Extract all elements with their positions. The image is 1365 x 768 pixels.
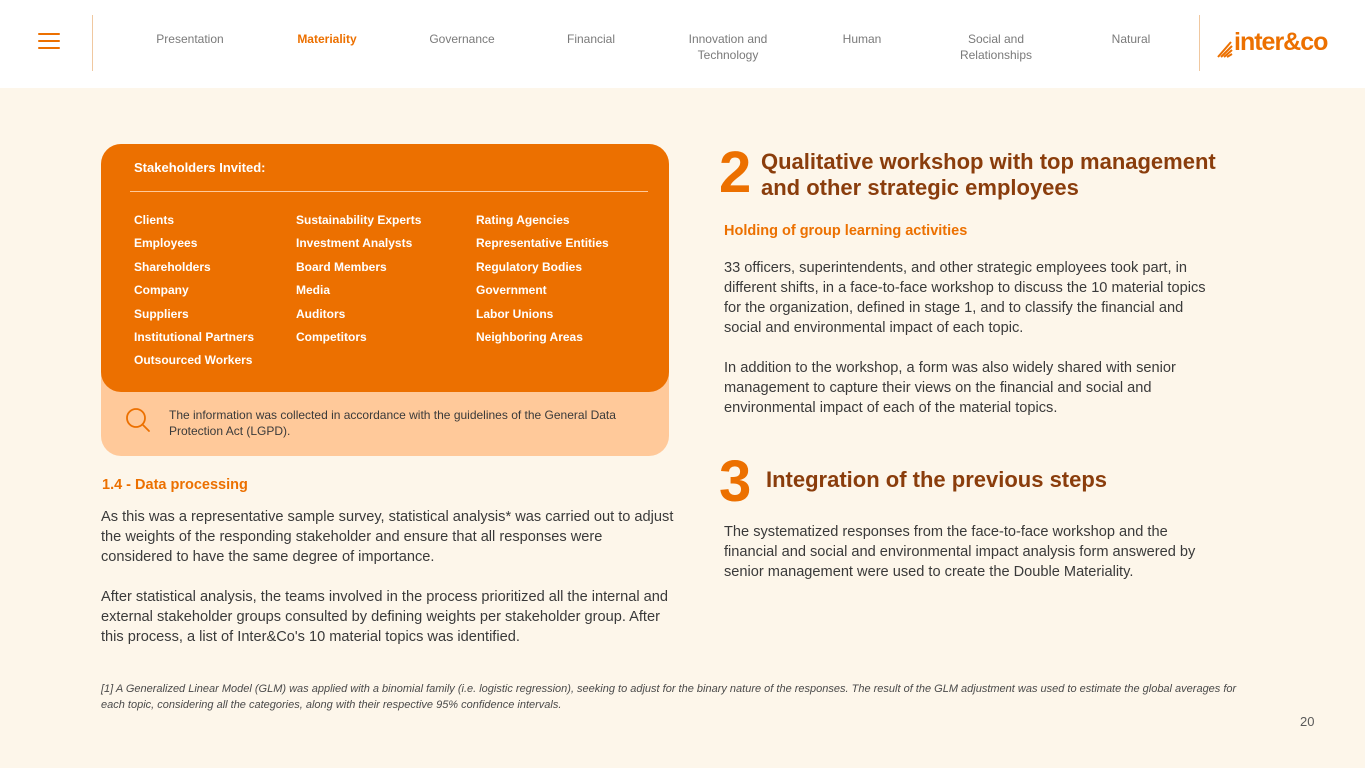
section-2-subheading: Holding of group learning activities bbox=[724, 223, 968, 239]
stakeholder-item: Auditors bbox=[296, 306, 346, 321]
stakeholder-item: Regulatory Bodies bbox=[476, 259, 583, 274]
logo-sun-icon bbox=[1217, 38, 1233, 58]
stakeholders-divider bbox=[130, 191, 648, 192]
data-processing-heading: 1.4 - Data processing bbox=[102, 477, 248, 493]
hamburger-menu-icon[interactable] bbox=[38, 32, 60, 50]
stakeholder-item: Rating Agencies bbox=[476, 213, 570, 227]
nav-divider-left bbox=[92, 15, 93, 71]
paragraph: As this was a representative sample survey, statistical analysis* was carried out to adjust the weights of the responding stakeholder and ensure that all responses were considered to have the same degree of importance. bbox=[101, 509, 674, 565]
stakeholders-column-3 bbox=[476, 213, 609, 353]
stakeholder-item: Clients bbox=[134, 213, 175, 227]
section-3-title: Integration of the previous steps bbox=[766, 467, 1108, 492]
stakeholder-item: Company bbox=[134, 283, 189, 298]
stakeholder-item: Outsourced Workers bbox=[134, 353, 253, 368]
inter-and-co-logo[interactable] bbox=[1217, 28, 1341, 60]
stakeholder-item: Representative Entities bbox=[476, 236, 609, 251]
stakeholder-item: Employees bbox=[134, 236, 198, 251]
nav-tab-natural[interactable]: Natural bbox=[1111, 32, 1151, 46]
nav-tab-financial[interactable]: Financial bbox=[566, 32, 616, 46]
stakeholder-item: Competitors bbox=[296, 329, 367, 344]
stakeholder-item: Shareholders bbox=[134, 259, 211, 274]
section-3-text bbox=[724, 522, 1224, 582]
stakeholder-item: Institutional Partners bbox=[134, 329, 255, 344]
logo-wordmark: inter&co bbox=[1234, 28, 1328, 56]
stakeholder-item: Sustainability Experts bbox=[296, 213, 422, 227]
nav-divider-right bbox=[1199, 15, 1200, 71]
section-2-number: 2 bbox=[719, 140, 752, 205]
stakeholder-item: Investment Analysts bbox=[296, 236, 413, 251]
stakeholder-item: Media bbox=[296, 283, 331, 298]
paragraph: The systematized responses from the face-to-face workshop and the financial and social and environmental impact analysis form answered by senior management were used to create the Double Materiality. bbox=[724, 524, 1196, 580]
nav-tab-innovation-and-technology[interactable]: Innovation and Technology bbox=[688, 32, 768, 62]
paragraph: 33 officers, superintendents, and other strategic employees took part, in different shifts, in a face-to-face workshop to discuss the 10 material topics for the organization, defined in stage 1, and to classify the financial and social and environmental impact of each topic. bbox=[724, 260, 1206, 336]
stakeholder-item: Government bbox=[476, 283, 547, 298]
top-navigation-bar bbox=[0, 0, 1365, 88]
data-processing-text bbox=[101, 507, 676, 647]
nav-tab-social-and-relationships[interactable]: Social and Relationships bbox=[959, 32, 1033, 62]
stakeholders-title: Stakeholders Invited: bbox=[134, 160, 266, 175]
nav-tab-materiality[interactable]: Materiality bbox=[297, 32, 357, 46]
stakeholder-item: Suppliers bbox=[134, 306, 189, 321]
magnifier-icon bbox=[124, 407, 152, 435]
nav-tab-human[interactable]: Human bbox=[842, 32, 882, 46]
page-number: 20 bbox=[1300, 714, 1315, 729]
nav-tab-governance[interactable]: Governance bbox=[429, 32, 495, 46]
stakeholder-item: Board Members bbox=[296, 259, 387, 274]
paragraph: After statistical analysis, the teams involved in the process prioritized all the internal and external stakeholder groups consulted by defining weights per stakeholder group. After this process, a list of Inter&Co's 10 material topics was identified. bbox=[101, 589, 669, 645]
lgpd-note: The information was collected in accordance with the guidelines of the General Data Protection Act (LGPD). bbox=[169, 408, 616, 438]
stakeholders-column-2 bbox=[296, 213, 421, 353]
stakeholder-item: Neighboring Areas bbox=[476, 329, 583, 344]
section-2-title: Qualitative workshop with top management and other strategic employees bbox=[761, 149, 1216, 200]
section-2-text bbox=[724, 258, 1214, 418]
section-3-number: 3 bbox=[719, 449, 752, 514]
paragraph: In addition to the workshop, a form was also widely shared with senior management to capture their views on the financial and social and environmental impact of each of the material topics. bbox=[724, 360, 1176, 416]
stakeholder-item: Labor Unions bbox=[476, 306, 554, 321]
stakeholders-column-1 bbox=[134, 213, 254, 377]
footnote: [1] A Generalized Linear Model (GLM) was applied with a binomial family (i.e. logistic regression), seeking to adjust for the binary nature of the responses. The result of the GLM adjustment was used to estimate the global averages for each topic, considering all the categories, along with their respective 95% confidence intervals. bbox=[101, 683, 1237, 711]
nav-tab-presentation[interactable]: Presentation bbox=[156, 32, 224, 46]
